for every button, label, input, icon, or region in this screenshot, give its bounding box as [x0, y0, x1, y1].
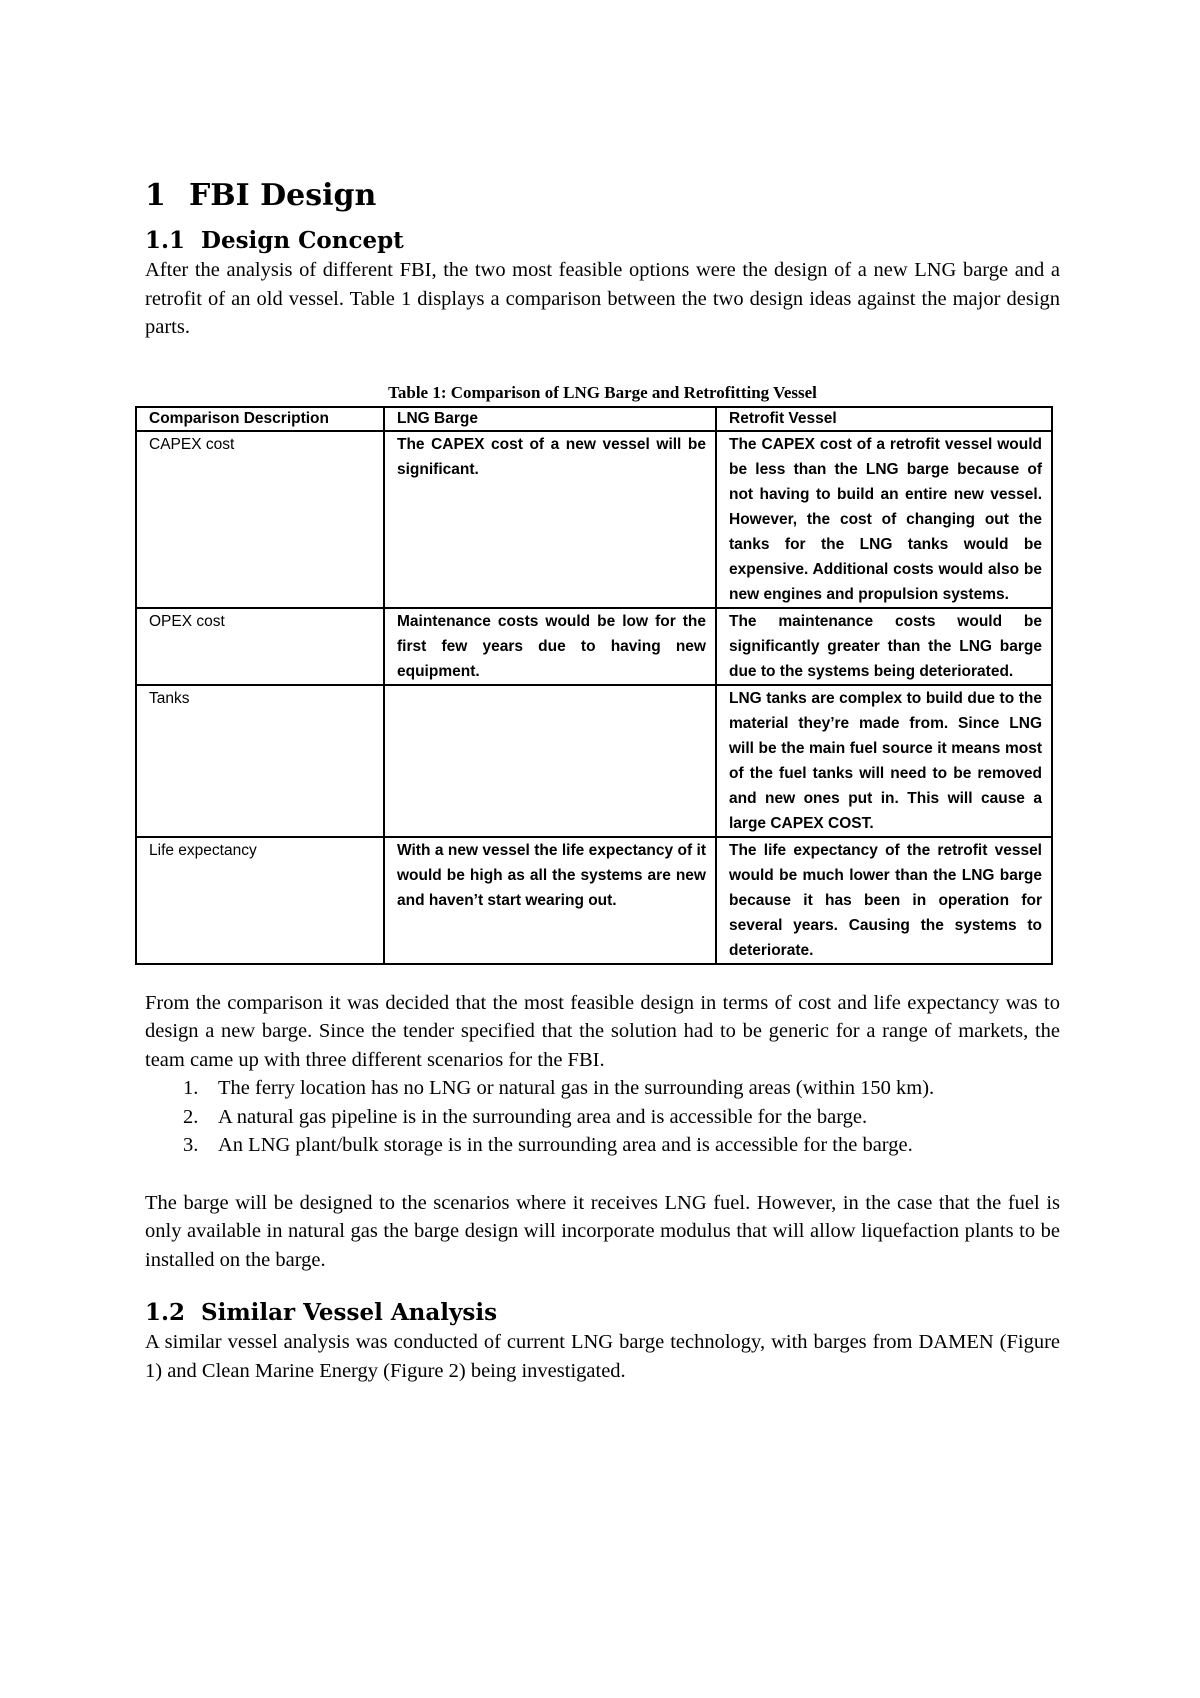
section-1-heading: [145, 176, 1060, 216]
row-description: OPEX cost: [136, 608, 384, 685]
table-row: [136, 837, 1052, 964]
section-1-1-heading: [145, 226, 1060, 256]
list-item: [145, 1131, 1060, 1160]
list-item: [145, 1074, 1060, 1103]
section-1-2-heading: [145, 1298, 1060, 1328]
list-text: An LNG plant/bulk storage is in the surrounding area and is accessible for the barge.: [218, 1134, 913, 1156]
list-text: The ferry location has no LNG or natural gas in the surrounding areas (within 150 km).: [218, 1077, 935, 1099]
row-retrofit: The maintenance costs would be significantly greater than the LNG barge due to the systems being deteriorated.: [716, 608, 1052, 685]
scenario-list: [145, 1074, 1060, 1160]
section-number: 1: [145, 178, 166, 213]
table-header-row: [136, 407, 1052, 431]
header-retrofit-vessel: Retrofit Vessel: [716, 407, 1052, 431]
comparison-table: [135, 406, 1053, 965]
row-lng-barge: Maintenance costs would be low for the first few years due to having new equipment.: [384, 608, 716, 685]
barge-design-paragraph: The barge will be designed to the scenarios where it receives LNG fuel. However, in the case that the fuel is only available in natural gas the barge design will incorporate modulus that will allow liquefaction plants to be installed on the barge.: [145, 1191, 1060, 1271]
list-number: 2.: [183, 1105, 199, 1128]
row-retrofit: The CAPEX cost of a retrofit vessel would be less than the LNG barge because of not having to build an entire new vessel. However, the cost of changing out the tanks for the LNG tanks would be expensive. Additional costs would also be new engines and propulsion systems.: [716, 431, 1052, 608]
table-row: [136, 685, 1052, 837]
table-row: [136, 431, 1052, 608]
section-number: 1.1: [145, 227, 186, 254]
row-lng-barge: The CAPEX cost of a new vessel will be significant.: [384, 431, 716, 608]
list-number: 3.: [183, 1134, 199, 1156]
row-description: Life expectancy: [136, 837, 384, 964]
comparison-result-paragraph: From the comparison it was decided that the most feasible design in terms of cost and life expectancy was to design a new barge. Since the tender specified that the solution had to be generic for a range of markets, the team came up with three different scenarios for the FBI.: [145, 991, 1060, 1071]
header-comparison-description: Comparison Description: [136, 407, 384, 431]
row-lng-barge: [384, 685, 716, 837]
design-concept-paragraph: After the analysis of different FBI, the two most feasible options were the design of a new LNG barge and a retrofit of an old vessel. Table 1 displays a comparison between the two design ideas against the major design parts.: [145, 259, 1060, 338]
table-caption: Table 1: Comparison of LNG Barge and Retrofitting Vessel: [388, 382, 817, 402]
section-title: Design Concept: [201, 227, 404, 254]
row-lng-barge: With a new vessel the life expectancy of it would be high as all the systems are new and haven’t start wearing out.: [384, 837, 716, 964]
section-title: FBI Design: [189, 178, 377, 213]
row-retrofit: The life expectancy of the retrofit vessel would be much lower than the LNG barge because it has been in operation for several years. Causing the systems to deteriorate.: [716, 837, 1052, 964]
row-retrofit: LNG tanks are complex to build due to the material they’re made from. Since LNG will be the main fuel source it means most of the fuel tanks will need to be removed and new ones put in. This will cause a large CAPEX COST.: [716, 685, 1052, 837]
list-item: [145, 1103, 1060, 1132]
row-description: CAPEX cost: [136, 431, 384, 608]
row-description: Tanks: [136, 685, 384, 837]
table-row: [136, 608, 1052, 685]
section-title: Similar Vessel Analysis: [201, 1299, 498, 1326]
list-number: 1.: [183, 1077, 199, 1099]
section-number: 1.2: [145, 1299, 186, 1326]
header-lng-barge: LNG Barge: [384, 407, 716, 431]
similar-vessel-paragraph: A similar vessel analysis was conducted of current LNG barge technology, with barges from DAMEN (Figure 1) and Clean Marine Energy (Figure 2) being investigated.: [145, 1331, 1060, 1382]
list-text: A natural gas pipeline is in the surrounding area and is accessible for the barge.: [218, 1105, 868, 1128]
